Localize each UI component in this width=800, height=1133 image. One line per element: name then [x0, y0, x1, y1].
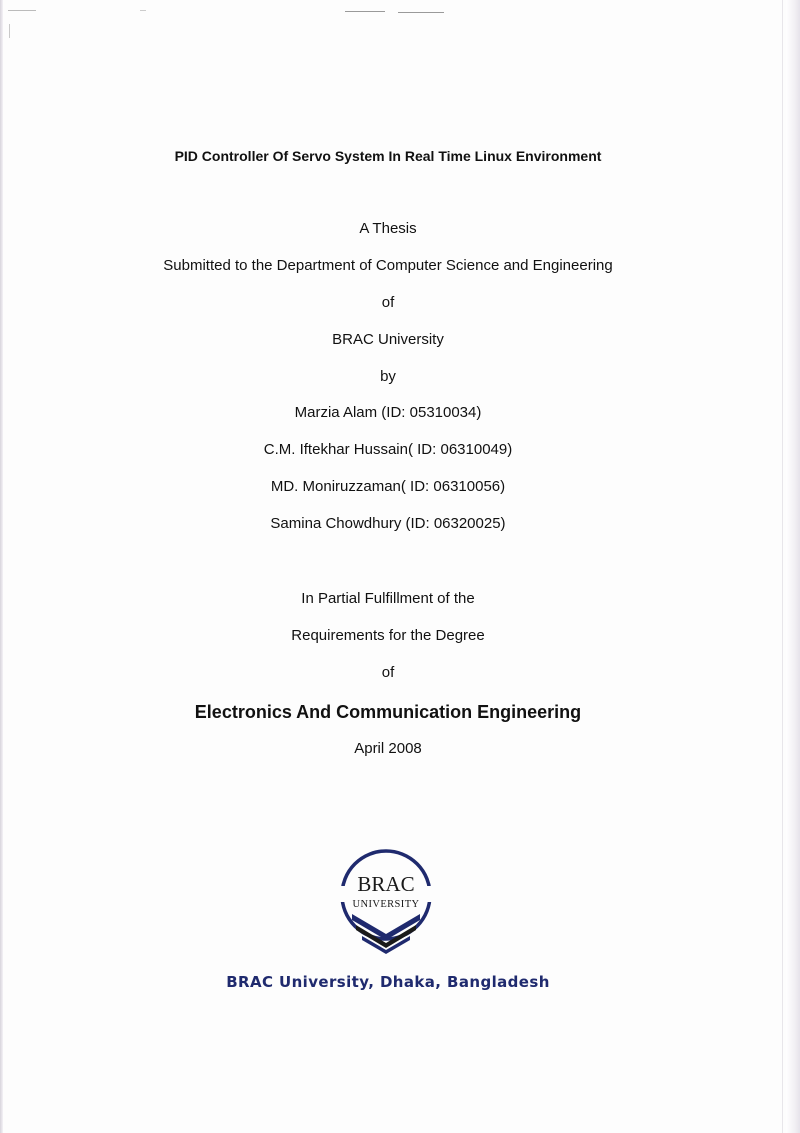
by-text: by — [380, 368, 396, 385]
degree-title: Electronics And Communication Engineering — [194, 702, 582, 722]
university-name: BRAC University — [332, 331, 444, 348]
submitted-to: Submitted to the Department of Computer Science and Engineering — [163, 257, 613, 274]
scan-mark — [140, 10, 146, 11]
of-text-2: of — [381, 664, 395, 681]
university-location: BRAC University, Dhaka, Bangladesh — [226, 973, 550, 991]
brac-university-logo — [334, 846, 440, 956]
scan-mark — [8, 10, 36, 11]
author-4: Samina Chowdhury (ID: 06320025) — [270, 515, 506, 532]
logo-text-university: UNIVERSITY — [352, 899, 420, 910]
scan-edge-line — [782, 0, 783, 1133]
fulfillment-text: In Partial Fulfillment of the — [301, 590, 475, 607]
logo-chevron-1 — [352, 914, 420, 940]
author-3: MD. Moniruzzaman( ID: 06310056) — [270, 478, 506, 495]
scan-edge-left — [0, 0, 3, 1133]
of-text: of — [381, 294, 395, 311]
author-1: Marzia Alam (ID: 05310034) — [294, 404, 482, 421]
submission-date: April 2008 — [354, 740, 422, 757]
scan-edge-right — [786, 0, 800, 1133]
logo-text-brac: BRAC — [357, 872, 415, 896]
scan-mark — [345, 11, 385, 12]
scan-mark — [9, 24, 10, 38]
author-2: C.M. Iftekhar Hussain( ID: 06310049) — [263, 441, 513, 458]
requirements-text: Requirements for the Degree — [291, 627, 485, 644]
thesis-label: A Thesis — [359, 220, 417, 237]
thesis-title: PID Controller Of Servo System In Real Time Linux Environment — [174, 148, 602, 164]
scan-mark — [398, 12, 444, 13]
